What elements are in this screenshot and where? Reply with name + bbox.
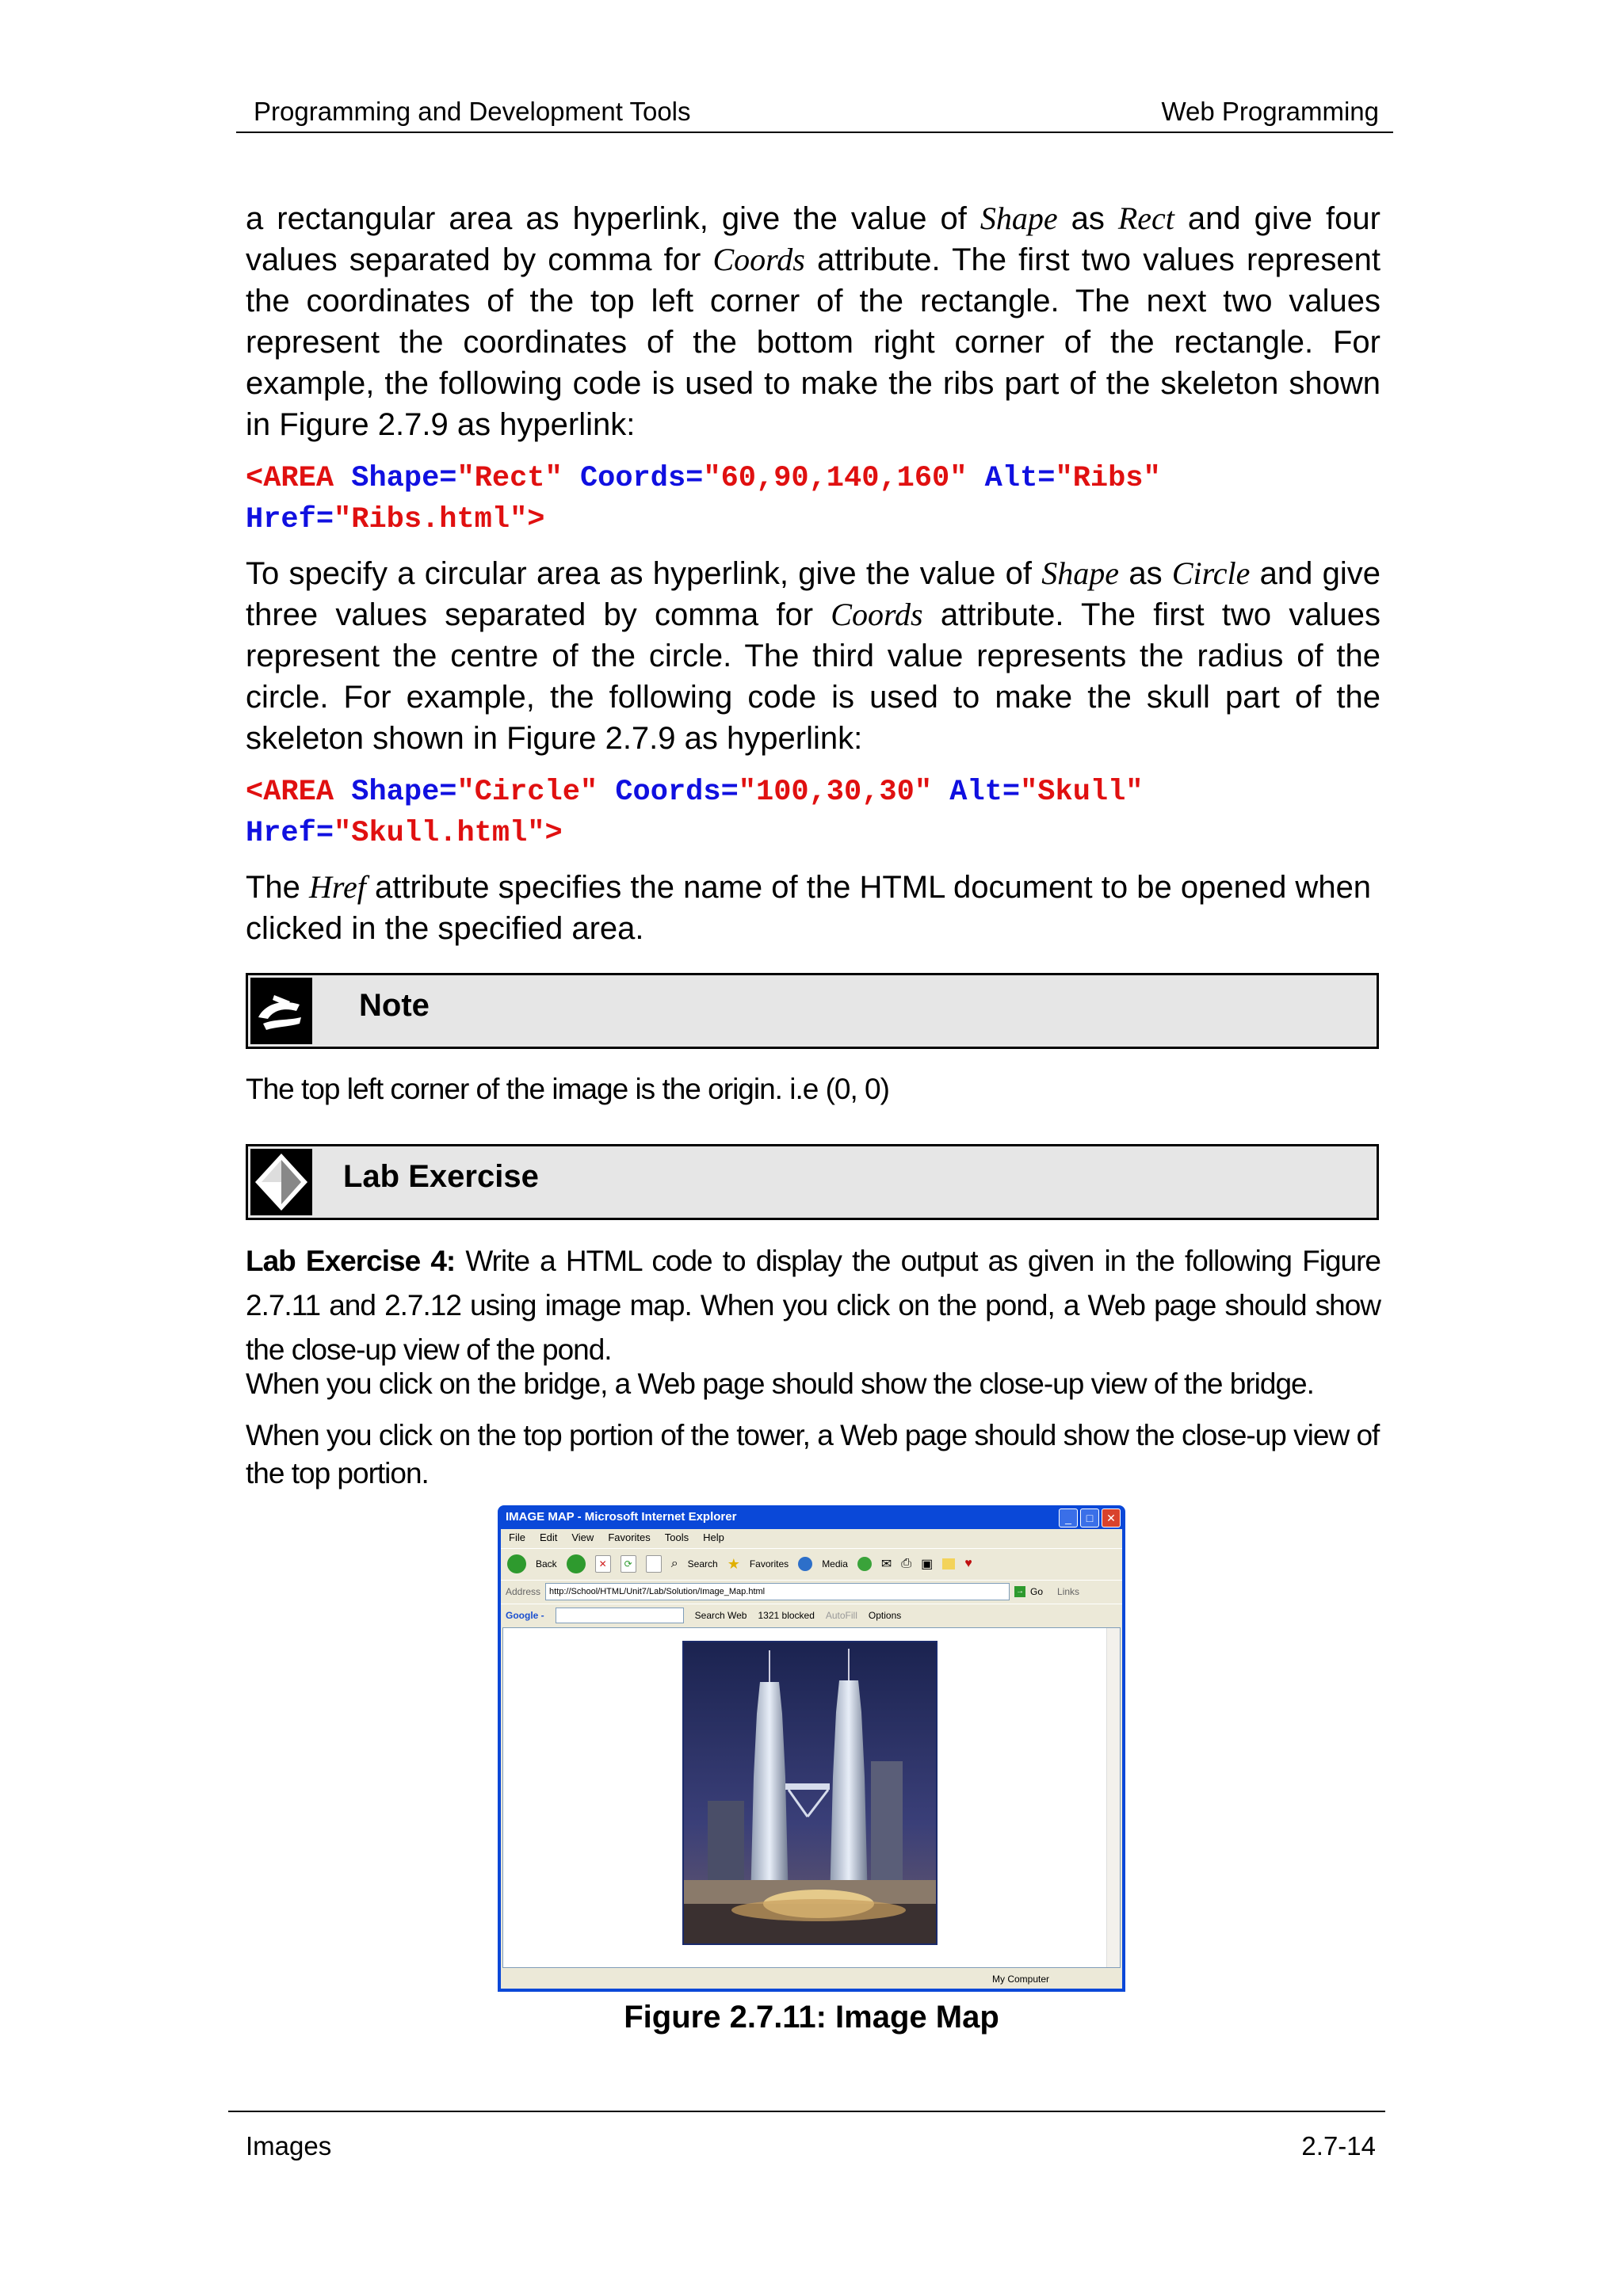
google-toolbar: [501, 1604, 1122, 1627]
window-title: IMAGE MAP - Microsoft Internet Explorer: [506, 1510, 737, 1524]
code-attr: Href=: [246, 503, 334, 536]
text: as: [1057, 201, 1118, 236]
code-value: "Skull": [1020, 776, 1144, 809]
term-rect: Rect: [1117, 200, 1174, 236]
note-title: Note: [359, 988, 430, 1023]
code-attr: Shape=: [351, 776, 457, 809]
menu-tools[interactable]: Tools: [664, 1531, 689, 1543]
history-icon[interactable]: [857, 1557, 872, 1571]
search-web-button[interactable]: Search Web: [694, 1610, 747, 1621]
text: as: [1119, 556, 1172, 591]
text: attribute. The first two values represent the coordinates of the top left corner of the rectangle. The next two values represent the coordinates of the bottom right corner of the rectangle. For example, the following code is used to make the ribs part of the skeleton shown in Figure 2.7.9 as hyperlink:: [246, 242, 1381, 442]
term-coords: Coords: [831, 597, 923, 632]
lab-box: [246, 1144, 1379, 1220]
code-value: "60,90,140,160": [703, 462, 968, 495]
text: The: [246, 870, 310, 905]
popup-blocked[interactable]: 1321 blocked: [758, 1610, 815, 1621]
status-bar: [501, 1970, 1122, 1989]
links-label[interactable]: Links: [1057, 1586, 1080, 1597]
text: Write a HTML code to display the output as given in the following Figure 2.7.11 and 2.7.12 using image map. When you click on the pond, a Web page should show the close-up view of the pond.: [246, 1245, 1381, 1366]
menu-help[interactable]: Help: [703, 1531, 724, 1543]
search-button[interactable]: Search: [687, 1558, 718, 1569]
menu-view[interactable]: View: [571, 1531, 594, 1543]
lab-text-3: When you click on the top portion of the tower, a Web page should show the close-up view of the top portion.: [246, 1419, 1380, 1489]
text: and give four values separated by comma for: [246, 201, 1381, 277]
code-circle: [246, 772, 1144, 854]
term-circle: Circle: [1171, 555, 1251, 591]
code-attr: Href=: [246, 817, 334, 850]
header-left: Programming and Development Tools: [254, 97, 691, 126]
print-icon[interactable]: ⎙: [901, 1557, 912, 1570]
go-button[interactable]: Go: [1030, 1586, 1044, 1597]
minimize-icon[interactable]: _: [1059, 1508, 1078, 1527]
stop-icon[interactable]: ✕: [595, 1555, 611, 1573]
term-shape: Shape: [1041, 555, 1120, 591]
address-input[interactable]: http://School/HTML/Unit7/Lab/Solution/Image_Map.html: [545, 1583, 1010, 1600]
header-right: Web Programming: [1161, 97, 1379, 126]
window-controls: [1059, 1508, 1121, 1527]
mail-icon[interactable]: ✉: [880, 1558, 892, 1571]
maximize-icon[interactable]: □: [1080, 1508, 1099, 1527]
toolbar: [501, 1548, 1122, 1579]
code-value: "Rect": [456, 462, 563, 495]
google-logo[interactable]: Google -: [506, 1610, 544, 1621]
code-value: "Skull.html">: [334, 817, 563, 850]
footer-rule: [228, 2111, 1385, 2112]
star-icon[interactable]: ★: [727, 1555, 740, 1572]
text: attribute. The first two values represent the centre of the circle. The third value represents the radius of the circle. For example, the following code is used to make the skull part of the skeleton shown in Figure 2.7.9 as hyperlink:: [246, 597, 1381, 756]
media-icon[interactable]: [798, 1557, 812, 1571]
autofill-button[interactable]: AutoFill: [825, 1610, 857, 1621]
address-bar: [501, 1580, 1122, 1603]
lab-text-1: [246, 1239, 1381, 1372]
text: a rectangular area as hyperlink, give the value of: [246, 201, 980, 236]
back-arrow-icon[interactable]: [507, 1554, 526, 1573]
term-coords: Coords: [712, 242, 805, 277]
code-value: "Ribs": [1055, 462, 1161, 495]
code-attr: Alt=: [984, 462, 1056, 495]
header-rule: [236, 132, 1393, 133]
lab-diamond-icon: [250, 1149, 312, 1215]
search-icon[interactable]: ⌕: [670, 1557, 678, 1570]
options-button[interactable]: Options: [868, 1610, 902, 1621]
code-attr: Coords=: [579, 462, 704, 495]
google-search-input[interactable]: [556, 1608, 684, 1623]
favorites-button[interactable]: Favorites: [749, 1558, 789, 1569]
edit-icon[interactable]: ▣: [921, 1558, 934, 1571]
menu-bar: [501, 1529, 1122, 1547]
lab-text-2: When you click on the bridge, a Web page should show the close-up view of the bridge.: [246, 1367, 1314, 1400]
note-text: The top left corner of the image is the origin. i.e (0, 0): [246, 1073, 889, 1105]
code-value: "Ribs.html">: [334, 503, 545, 536]
term-shape: Shape: [980, 200, 1058, 236]
vertical-scrollbar[interactable]: [1106, 1628, 1120, 1967]
text: To specify a circular area as hyperlink, give the value of: [246, 556, 1042, 591]
lab-label: Lab Exercise 4:: [246, 1245, 456, 1277]
forward-arrow-icon[interactable]: [567, 1554, 586, 1573]
code-attr: Coords=: [615, 776, 739, 809]
figure-caption: Figure 2.7.11: Image Map: [624, 2000, 999, 2035]
page-viewport: [502, 1627, 1121, 1968]
text: attribute specifies the name of the HTML document to be opened when clicked in the specified area.: [246, 870, 1372, 946]
footer-right: 2.7-14: [1301, 2131, 1376, 2161]
folder-icon[interactable]: [942, 1558, 955, 1569]
code-tag: <AREA: [246, 776, 334, 809]
code-attr: Shape=: [351, 462, 457, 495]
messenger-icon[interactable]: ♥: [964, 1557, 972, 1570]
code-value: "100,30,30": [738, 776, 933, 809]
close-icon[interactable]: ✕: [1102, 1508, 1121, 1527]
code-rect: [246, 458, 1161, 540]
media-button[interactable]: Media: [822, 1558, 848, 1569]
term-href: Href: [309, 869, 366, 905]
circle-paragraph: [246, 553, 1381, 759]
menu-edit[interactable]: Edit: [539, 1531, 558, 1543]
href-paragraph: [246, 867, 1381, 949]
browser-chrome: [501, 1529, 1122, 1989]
refresh-icon[interactable]: ⟳: [621, 1555, 636, 1573]
menu-favorites[interactable]: Favorites: [608, 1531, 651, 1543]
footer-left: Images: [246, 2131, 332, 2161]
lab-title: Lab Exercise: [343, 1159, 539, 1194]
intro-paragraph: [246, 198, 1381, 445]
home-icon[interactable]: [646, 1555, 662, 1573]
code-attr: Alt=: [949, 776, 1021, 809]
menu-file[interactable]: File: [509, 1531, 525, 1543]
browser-window: [498, 1505, 1125, 1992]
towers-image-map[interactable]: [682, 1641, 938, 1945]
back-button[interactable]: Back: [536, 1558, 557, 1569]
zone-label: My Computer: [992, 1974, 1050, 1985]
code-tag: <AREA: [246, 462, 334, 495]
note-box: [246, 973, 1379, 1049]
text: and give three values separated by comma for: [246, 556, 1381, 632]
code-value: "Circle": [456, 776, 598, 809]
go-arrow-icon[interactable]: →: [1016, 1587, 1025, 1596]
note-hand-icon: [250, 978, 312, 1044]
address-label: Address: [506, 1586, 541, 1597]
